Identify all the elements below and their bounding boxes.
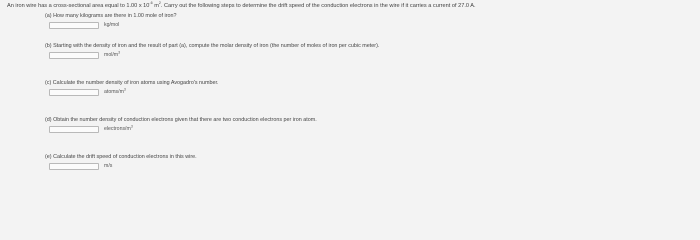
part-b-unit (101, 51, 123, 60)
part-b-answer-input[interactable] (49, 52, 99, 59)
part-e-unit (101, 162, 115, 171)
part-d-answer-input[interactable] (49, 126, 99, 133)
part-c-answer-row (49, 88, 129, 96)
part-e-unit-text: m/s (104, 162, 113, 169)
part-b-question: (b) Starting with the density of iron and the result of part (a), compute the molar density of iron (the number of moles of iron per cubic meter). (45, 43, 380, 49)
intro-text-start: An iron wire has a cross-sectional area equal to 1.00 x 10 (7, 3, 150, 9)
part-b-unit-text: mol/m (104, 51, 119, 58)
part-a-answer-row (49, 21, 122, 29)
part-e-question: (e) Calculate the drift speed of conduction electrons in this wire. (45, 154, 197, 160)
part-b-answer-row (49, 51, 123, 59)
part-d-unit-exp: 3 (130, 123, 133, 128)
part-e-answer-row (49, 162, 115, 170)
problem-statement (7, 2, 476, 10)
part-c-answer-input[interactable] (49, 89, 99, 96)
part-d-unit-text: electrons/m (104, 125, 131, 132)
part-d-answer-row (49, 125, 136, 133)
part-d-unit (101, 125, 136, 134)
part-a-unit (101, 21, 122, 30)
area-unit-exponent: 2 (158, 1, 161, 6)
part-b-unit-exp: 3 (118, 49, 121, 54)
part-e-answer-input[interactable] (49, 163, 99, 170)
part-a-unit-text: kg/mol (104, 21, 120, 28)
part-c-unit (101, 88, 129, 97)
intro-text-end: . Carry out the following steps to determine the drift speed of the conduction electrons in the wire if it carries a current of 27.0 A. (160, 3, 476, 9)
part-d-question: (d) Obtain the number density of conduction electrons given that there are two conduction electrons per iron atom. (45, 117, 317, 123)
part-c-question: (c) Calculate the number density of iron atoms using Avogadro's number. (45, 80, 219, 86)
area-exponent: -6 (149, 1, 153, 6)
part-c-unit-text: atoms/m (104, 88, 124, 95)
part-a-question: (a) How many kilograms are there in 1.00 mole of iron? (45, 13, 177, 19)
part-c-unit-exp: 3 (123, 86, 126, 91)
part-a-answer-input[interactable] (49, 22, 99, 29)
area-unit: m (154, 3, 159, 9)
